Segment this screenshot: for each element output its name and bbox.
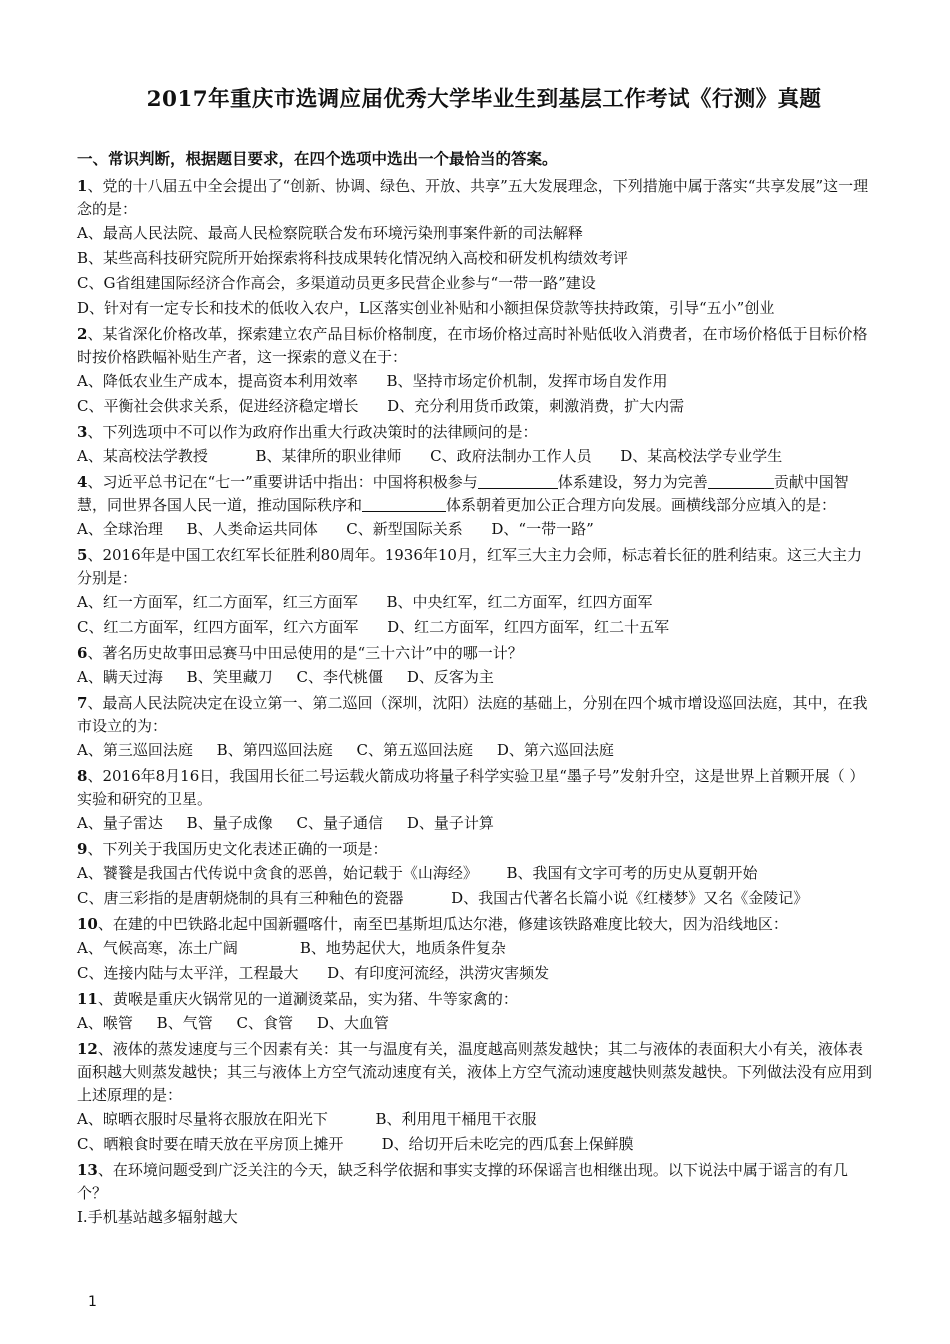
option-row: A、某高校法学教授 B、某律所的职业律师 C、政府法制办工作人员 D、某高校法学专业学生 <box>77 447 783 465</box>
question-text: 、下列选项中不可以作为政府作出重大行政决策时的法律顾问的是： <box>87 423 538 441</box>
question-number: 6 <box>77 644 88 662</box>
option-row: A、最高人民法院、最高人民检察院联合发布环境污染刑事案件新的司法解释 <box>77 224 583 242</box>
question-1-options <box>77 221 873 321</box>
option-row: A、气候高寒，冻土广阔 B、地势起伏大，地质条件复杂 <box>77 939 506 957</box>
question-11 <box>77 988 873 1011</box>
question-text: 、在环境问题受到广泛关注的今天，缺乏科学依据和事实支撑的环保谣言也相继出现。以下说法中属于谣言的有几个？ <box>77 1161 848 1202</box>
option-row: C、连接内陆与太平洋，工程最大 D、有印度河流经，洪涝灾害频发 <box>77 964 550 982</box>
option-row: C、平衡社会供求关系，促进经济稳定增长 D、充分利用货币政策，刺激消费，扩大内需 <box>77 397 685 415</box>
option-row: A、瞒天过海 B、笑里藏刀 C、李代桃僵 D、反客为主 <box>77 668 494 686</box>
question-number: 12 <box>77 1040 98 1058</box>
question-6 <box>77 642 873 665</box>
fill-blank <box>362 495 446 512</box>
option-row: B、某些高科技研究院所开始探索将科技成果转化情况纳入高校和研发机构绩效考评 <box>77 249 629 267</box>
question-3 <box>77 421 873 444</box>
question-number: 11 <box>77 990 98 1008</box>
question-5 <box>77 544 873 590</box>
document-page <box>77 82 873 1232</box>
question-number: 7 <box>77 694 88 712</box>
question-number: 3 <box>77 423 88 441</box>
question-10-options <box>77 936 873 986</box>
question-text: 、在建的中巴铁路北起中国新疆喀什，南至巴基斯坦瓜达尔港，修建该铁路难度比较大，因为沿线地区： <box>97 915 788 933</box>
fill-blank <box>708 472 774 489</box>
question-number: 10 <box>77 915 98 933</box>
question-text-part: 体系朝着更加公正合理方向发展。画横线部分应填入的是： <box>446 496 837 514</box>
option-row: A、红一方面军，红二方面军，红三方面军 B、中央红军，红二方面军，红四方面军 <box>77 593 653 611</box>
question-number: 8 <box>77 767 88 785</box>
option-row: C、唐三彩指的是唐朝烧制的具有三种釉色的瓷器 D、我国古代著名长篇小说《红楼梦》又名《金陵记》 <box>77 889 809 907</box>
fill-blank <box>478 472 558 489</box>
question-text: 、最高人民法院决定在设立第一、第二巡回（深圳，沈阳）法庭的基础上，分别在四个城市增设巡回法庭，其中，在我市设立的为： <box>77 694 868 735</box>
option-row: C、红二方面军，红四方面军，红六方面军 D、红二方面军，红四方面军，红二十五军 <box>77 618 670 636</box>
question-9-options <box>77 861 873 911</box>
question-3-options <box>77 444 873 469</box>
question-text-part: 、习近平总书记在“七一”重要讲话中指出：中国将积极参与 <box>87 473 478 491</box>
question-9 <box>77 838 873 861</box>
question-number: 9 <box>77 840 88 858</box>
question-text-part: 体系建设，努力为完善 <box>557 473 708 491</box>
question-4-options <box>77 517 873 542</box>
question-4 <box>77 471 873 517</box>
option-row: A、降低农业生产成本，提高资本利用效率 B、坚持市场定价机制，发挥市场自发作用 <box>77 372 668 390</box>
question-2-options <box>77 369 873 419</box>
question-text: 、黄喉是重庆火锅常见的一道涮烫菜品，实为猪、牛等家禽的： <box>97 990 518 1008</box>
question-2 <box>77 323 873 369</box>
question-13 <box>77 1159 873 1205</box>
question-number: 4 <box>77 473 88 491</box>
question-6-options <box>77 665 873 690</box>
question-12-options <box>77 1107 873 1157</box>
option-row: A、晾晒衣服时尽量将衣服放在阳光下 B、利用甩干桶甩干衣服 <box>77 1110 537 1128</box>
option-row: D、针对有一定专长和技术的低收入农户，L区落实创业补贴和小额担保贷款等扶持政策，引导“五小”创业 <box>77 299 775 317</box>
question-5-options <box>77 590 873 640</box>
option-row: C、晒粮食时要在晴天放在平房顶上摊开 D、给切开后未吃完的西瓜套上保鲜膜 <box>77 1135 634 1153</box>
question-8 <box>77 765 873 811</box>
option-row: A、第三巡回法庭 B、第四巡回法庭 C、第五巡回法庭 D、第六巡回法庭 <box>77 741 614 759</box>
question-text: 、液体的蒸发速度与三个因素有关：其一与温度有关，温度越高则蒸发越快；其二与液体的表面积大小有关，液体表面积越大则蒸发越快；其三与液体上方空气流动速度有关，液体上方空气流动速度越快则蒸发越快。下列做法没有应用到上述原理的是： <box>77 1040 873 1104</box>
option-row: C、G省组建国际经济合作高会，多渠道动员更多民营企业参与“一带一路”建设 <box>77 274 596 292</box>
question-number: 5 <box>77 546 88 564</box>
question-number: 1 <box>77 177 88 195</box>
question-8-options <box>77 811 873 836</box>
question-13-options <box>77 1205 873 1230</box>
question-1 <box>77 175 873 221</box>
question-text: 、党的十八届五中全会提出了“创新、协调、绿色、开放、共享”五大发展理念，下列措施中属于落实“共享发展”这一理念的是： <box>77 177 869 218</box>
question-text: 、下列关于我国历史文化表述正确的一项是： <box>87 840 388 858</box>
page-title: 2017年重庆市选调应届优秀大学毕业生到基层工作考试《行测》真题 <box>146 87 822 112</box>
question-11-options <box>77 1011 873 1036</box>
question-text: 、2016年是中国工农红军长征胜利80周年。1936年10月，红军三大主力会师，标志着长征的胜利结束。这三大主力分别是： <box>77 546 862 587</box>
question-text-part: 贡献中国智慧，同世界各国人民一道，推动国际秩序和 <box>77 473 849 514</box>
question-7 <box>77 692 873 738</box>
option-row: Ⅰ.手机基站越多辐射越大 <box>77 1208 238 1226</box>
option-row: A、量子雷达 B、量子成像 C、量子通信 D、量子计算 <box>77 814 494 832</box>
option-row: A、喉管 B、气管 C、食管 D、大血管 <box>77 1014 389 1032</box>
question-text: 、著名历史故事田忌赛马中田忌使用的是“三十六计”中的哪一计？ <box>87 644 523 662</box>
question-10 <box>77 913 873 936</box>
page-number: 1 <box>88 1294 97 1310</box>
question-text: 、2016年8月16日，我国用长征二号运载火箭成功将量子科学实验卫星“墨子号”发射升空，这是世界上首颗开展（ ）实验和研究的卫星。 <box>77 767 865 808</box>
option-row: A、全球治理 B、人类命运共同体 C、新型国际关系 D、“一带一路” <box>77 520 594 538</box>
section-heading: 一、常识判断，根据题目要求，在四个选项中选出一个最恰当的答案。 <box>77 149 558 168</box>
question-number: 2 <box>77 325 88 343</box>
question-number: 13 <box>77 1161 98 1179</box>
question-7-options <box>77 738 873 763</box>
question-12 <box>77 1038 873 1107</box>
question-text: 、某省深化价格改革，探索建立农产品目标价格制度，在市场价格过高时补贴低收入消费者，在市场价格低于目标价格时按价格跌幅补贴生产者，这一探索的意义在于： <box>77 325 868 366</box>
option-row: A、饕餮是我国古代传说中贪食的恶兽，始记载于《山海经》 B、我国有文字可考的历史从夏朝开始 <box>77 864 758 882</box>
